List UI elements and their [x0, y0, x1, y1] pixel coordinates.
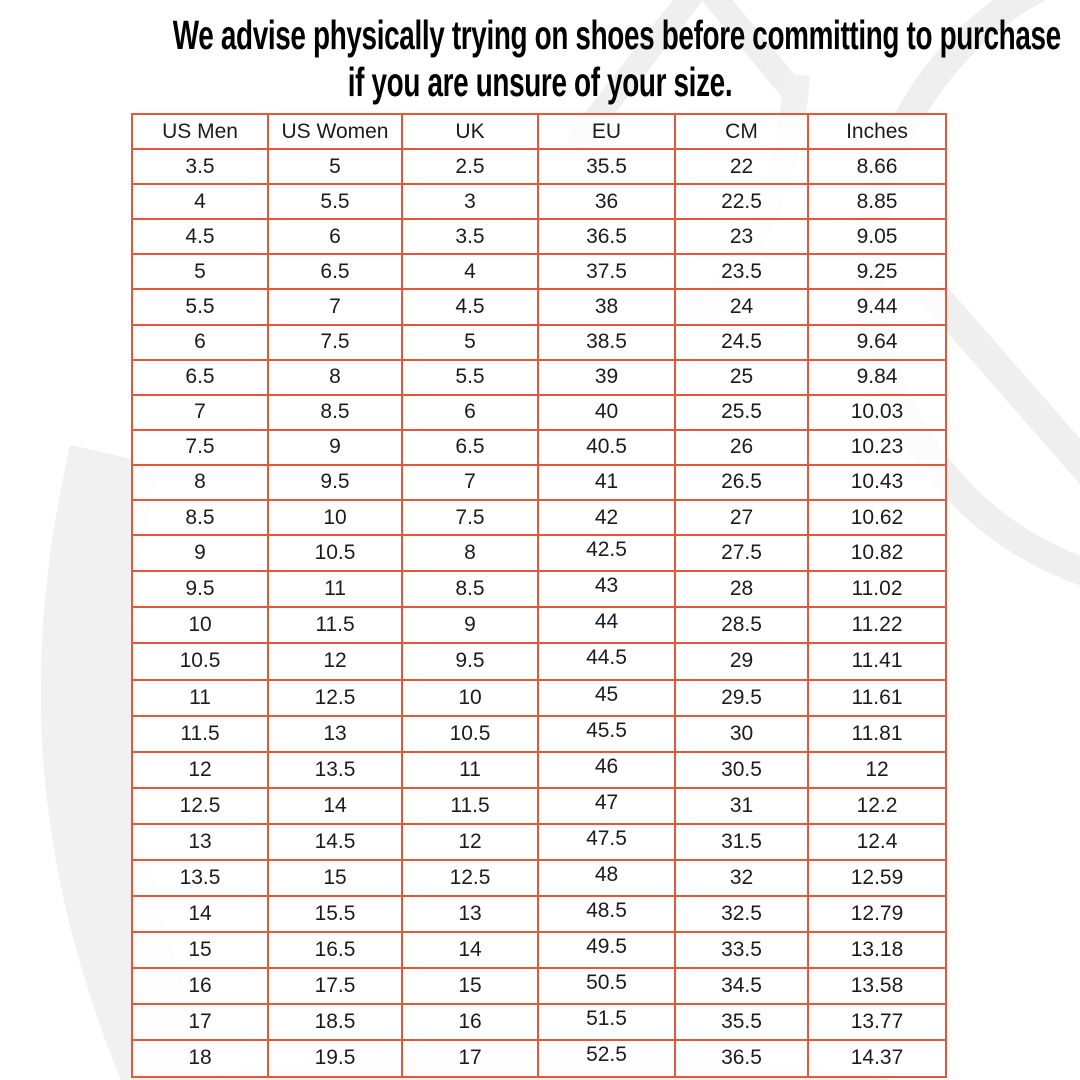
table-cell-inches: 12.59: [808, 860, 946, 896]
table-cell-inches: 11.41: [808, 643, 946, 679]
table-cell-uk: 13: [402, 896, 538, 932]
table-cell-uk: 8.5: [402, 571, 538, 607]
table-cell-eu: 38.5: [538, 325, 675, 360]
table-cell-us-women: 9: [268, 430, 402, 465]
table-cell-us-men: 7: [132, 395, 268, 430]
table-cell-us-men: 3.5: [132, 149, 268, 184]
table-row: [132, 149, 946, 184]
table-row: [132, 824, 946, 860]
table-cell-uk: 6: [402, 395, 538, 430]
table-cell-cm: 28: [675, 571, 808, 607]
table-cell-us-men: 12: [132, 752, 268, 788]
table-row: [132, 219, 946, 254]
table-cell-cm: 27: [675, 500, 808, 535]
table-cell-us-men: 17: [132, 1004, 268, 1040]
table-cell-us-men: 13: [132, 824, 268, 860]
table-cell-us-women: 18.5: [268, 1004, 402, 1040]
table-cell-us-men: 5: [132, 254, 268, 289]
table-row: [132, 1004, 946, 1040]
table-cell-eu: 45: [538, 680, 675, 716]
table-cell-cm: 27.5: [675, 535, 808, 571]
table-cell-eu: 46: [538, 752, 675, 788]
table-cell-cm: 29: [675, 643, 808, 679]
table-cell-inches: 13.77: [808, 1004, 946, 1040]
table-cell-cm: 24.5: [675, 325, 808, 360]
table-cell-us-women: 13.5: [268, 752, 402, 788]
table-cell-cm: 28.5: [675, 607, 808, 643]
table-cell-uk: 12: [402, 824, 538, 860]
table-cell-us-men: 16: [132, 968, 268, 1004]
table-cell-us-men: 9.5: [132, 571, 268, 607]
table-cell-eu: 40: [538, 395, 675, 430]
table-cell-us-men: 11: [132, 680, 268, 716]
table-cell-us-women: 11: [268, 571, 402, 607]
table-cell-eu: 51.5: [538, 1004, 675, 1040]
table-cell-us-men: 14: [132, 896, 268, 932]
table-cell-cm: 22.5: [675, 184, 808, 219]
table-cell-us-men: 4.5: [132, 219, 268, 254]
table-cell-us-men: 15: [132, 932, 268, 968]
table-cell-cm: 35.5: [675, 1004, 808, 1040]
table-cell-eu: 38: [538, 289, 675, 324]
table-cell-uk: 12.5: [402, 860, 538, 896]
table-row: [132, 860, 946, 896]
table-cell-uk: 9: [402, 607, 538, 643]
table-cell-us-women: 19.5: [268, 1040, 402, 1076]
table-cell-uk: 3: [402, 184, 538, 219]
table-cell-inches: 11.61: [808, 680, 946, 716]
table-cell-us-men: 10: [132, 607, 268, 643]
column-header-uk: UK: [402, 114, 538, 149]
page-title: [172, 12, 1061, 106]
table-cell-uk: 7: [402, 465, 538, 500]
table-cell-us-men: 6.5: [132, 360, 268, 395]
table-cell-us-women: 6.5: [268, 254, 402, 289]
table-cell-uk: 11: [402, 752, 538, 788]
table-cell-eu: 36: [538, 184, 675, 219]
table-cell-cm: 36.5: [675, 1040, 808, 1076]
table-row: [132, 788, 946, 824]
table-cell-us-women: 10.5: [268, 535, 402, 571]
table-cell-us-women: 11.5: [268, 607, 402, 643]
table-cell-us-women: 13: [268, 716, 402, 752]
table-cell-us-men: 11.5: [132, 716, 268, 752]
table-cell-us-women: 5: [268, 149, 402, 184]
table-cell-inches: 12.2: [808, 788, 946, 824]
table-row: [132, 535, 946, 571]
table-cell-eu: 50.5: [538, 968, 675, 1004]
size-conversion-table: [131, 113, 947, 1078]
table-cell-inches: 10.23: [808, 430, 946, 465]
table-cell-uk: 4: [402, 254, 538, 289]
table-cell-eu: 37.5: [538, 254, 675, 289]
table-row: [132, 1040, 946, 1076]
table-row: [132, 430, 946, 465]
table-cell-inches: 10.62: [808, 500, 946, 535]
table-row: [132, 607, 946, 643]
table-row: [132, 680, 946, 716]
table-cell-eu: 48: [538, 860, 675, 896]
table-header-row: [132, 114, 946, 149]
table-cell-cm: 23.5: [675, 254, 808, 289]
table-cell-eu: 47: [538, 788, 675, 824]
table-cell-eu: 44.5: [538, 643, 675, 679]
table-row: [132, 360, 946, 395]
table-cell-inches: 14.37: [808, 1040, 946, 1076]
table-cell-us-women: 17.5: [268, 968, 402, 1004]
table-cell-uk: 10: [402, 680, 538, 716]
table-cell-inches: 12.79: [808, 896, 946, 932]
table-cell-inches: 12.4: [808, 824, 946, 860]
table-cell-us-men: 9: [132, 535, 268, 571]
table-cell-cm: 32.5: [675, 896, 808, 932]
table-cell-eu: 44: [538, 607, 675, 643]
table-cell-eu: 42.5: [538, 535, 675, 571]
table-row: [132, 395, 946, 430]
table-cell-us-women: 6: [268, 219, 402, 254]
table-cell-us-women: 15: [268, 860, 402, 896]
table-cell-inches: 9.64: [808, 325, 946, 360]
table-cell-uk: 4.5: [402, 289, 538, 324]
table-cell-uk: 14: [402, 932, 538, 968]
table-cell-inches: 9.25: [808, 254, 946, 289]
table-cell-uk: 6.5: [402, 430, 538, 465]
table-cell-cm: 25.5: [675, 395, 808, 430]
column-header-eu: EU: [538, 114, 675, 149]
table-cell-cm: 25: [675, 360, 808, 395]
title-line-2: if you are unsure of your size.: [347, 59, 733, 105]
table-cell-us-men: 12.5: [132, 788, 268, 824]
table-cell-us-men: 10.5: [132, 643, 268, 679]
table-cell-inches: 10.43: [808, 465, 946, 500]
table-cell-inches: 10.03: [808, 395, 946, 430]
table-cell-uk: 15: [402, 968, 538, 1004]
table-cell-uk: 11.5: [402, 788, 538, 824]
table-cell-inches: 13.18: [808, 932, 946, 968]
table-cell-cm: 30: [675, 716, 808, 752]
table-cell-us-women: 14: [268, 788, 402, 824]
table-cell-cm: 30.5: [675, 752, 808, 788]
table-cell-eu: 42: [538, 500, 675, 535]
table-cell-eu: 43: [538, 571, 675, 607]
table-cell-uk: 5.5: [402, 360, 538, 395]
table-row: [132, 184, 946, 219]
table-cell-eu: 45.5: [538, 716, 675, 752]
table-row: [132, 465, 946, 500]
table-cell-eu: 40.5: [538, 430, 675, 465]
table-cell-inches: 12: [808, 752, 946, 788]
table-cell-us-women: 10: [268, 500, 402, 535]
table-cell-us-men: 7.5: [132, 430, 268, 465]
table-cell-us-women: 8.5: [268, 395, 402, 430]
table-cell-cm: 26: [675, 430, 808, 465]
table-cell-cm: 24: [675, 289, 808, 324]
table-cell-inches: 9.05: [808, 219, 946, 254]
table-cell-eu: 39: [538, 360, 675, 395]
table-row: [132, 571, 946, 607]
table-cell-uk: 5: [402, 325, 538, 360]
title-line-1: We advise physically trying on shoes before committing to purchase: [172, 12, 1061, 58]
table-cell-eu: 41: [538, 465, 675, 500]
table-cell-us-women: 12.5: [268, 680, 402, 716]
table-cell-uk: 2.5: [402, 149, 538, 184]
table-cell-inches: 11.02: [808, 571, 946, 607]
table-cell-inches: 11.81: [808, 716, 946, 752]
table-cell-eu: 47.5: [538, 824, 675, 860]
table-row: [132, 643, 946, 679]
table-cell-inches: 9.44: [808, 289, 946, 324]
table-cell-cm: 23: [675, 219, 808, 254]
table-cell-us-men: 18: [132, 1040, 268, 1076]
table-row: [132, 289, 946, 324]
table-cell-eu: 48.5: [538, 896, 675, 932]
table-cell-uk: 16: [402, 1004, 538, 1040]
table-cell-us-women: 8: [268, 360, 402, 395]
table-cell-us-women: 12: [268, 643, 402, 679]
table-cell-us-women: 5.5: [268, 184, 402, 219]
size-table-head: [132, 114, 946, 149]
table-cell-us-women: 9.5: [268, 465, 402, 500]
table-cell-cm: 31: [675, 788, 808, 824]
table-cell-us-women: 15.5: [268, 896, 402, 932]
table-cell-us-men: 13.5: [132, 860, 268, 896]
size-table-body: [132, 149, 946, 1076]
table-cell-eu: 49.5: [538, 932, 675, 968]
table-cell-inches: 9.84: [808, 360, 946, 395]
table-cell-us-women: 16.5: [268, 932, 402, 968]
table-cell-cm: 22: [675, 149, 808, 184]
table-cell-cm: 29.5: [675, 680, 808, 716]
table-cell-cm: 32: [675, 860, 808, 896]
table-cell-uk: 3.5: [402, 219, 538, 254]
table-cell-us-men: 4: [132, 184, 268, 219]
table-cell-us-women: 14.5: [268, 824, 402, 860]
table-cell-us-men: 6: [132, 325, 268, 360]
table-row: [132, 716, 946, 752]
table-row: [132, 500, 946, 535]
column-header-us-men: US Men: [132, 114, 268, 149]
table-cell-eu: 35.5: [538, 149, 675, 184]
table-cell-uk: 17: [402, 1040, 538, 1076]
table-row: [132, 254, 946, 289]
table-cell-us-men: 8: [132, 465, 268, 500]
table-cell-inches: 10.82: [808, 535, 946, 571]
table-row: [132, 932, 946, 968]
table-cell-cm: 34.5: [675, 968, 808, 1004]
table-cell-uk: 8: [402, 535, 538, 571]
table-cell-cm: 33.5: [675, 932, 808, 968]
table-row: [132, 325, 946, 360]
table-cell-us-women: 7.5: [268, 325, 402, 360]
table-cell-inches: 13.58: [808, 968, 946, 1004]
table-cell-inches: 8.66: [808, 149, 946, 184]
column-header-us-women: US Women: [268, 114, 402, 149]
table-row: [132, 968, 946, 1004]
table-cell-inches: 8.85: [808, 184, 946, 219]
table-cell-uk: 7.5: [402, 500, 538, 535]
table-cell-uk: 10.5: [402, 716, 538, 752]
table-row: [132, 752, 946, 788]
table-cell-uk: 9.5: [402, 643, 538, 679]
table-cell-eu: 36.5: [538, 219, 675, 254]
table-cell-us-women: 7: [268, 289, 402, 324]
column-header-inches: Inches: [808, 114, 946, 149]
table-row: [132, 896, 946, 932]
table-cell-us-men: 5.5: [132, 289, 268, 324]
table-cell-inches: 11.22: [808, 607, 946, 643]
table-cell-us-men: 8.5: [132, 500, 268, 535]
table-cell-cm: 26.5: [675, 465, 808, 500]
column-header-cm: CM: [675, 114, 808, 149]
table-cell-cm: 31.5: [675, 824, 808, 860]
table-cell-eu: 52.5: [538, 1040, 675, 1076]
